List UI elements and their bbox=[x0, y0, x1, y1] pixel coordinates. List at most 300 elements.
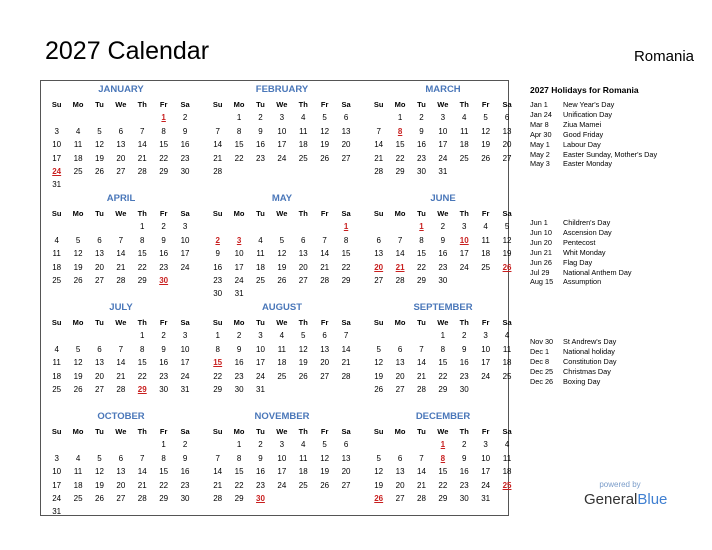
holiday-date: May 1 bbox=[530, 139, 550, 149]
day-cell: 1 bbox=[397, 113, 403, 123]
week-row bbox=[46, 274, 196, 287]
empty-day-cell bbox=[496, 492, 517, 505]
day-cell: 27 bbox=[341, 153, 351, 163]
holiday-day-cell: 30 bbox=[256, 493, 265, 503]
day-cell: 11 bbox=[502, 344, 512, 354]
weekday-label: Su bbox=[373, 427, 384, 436]
day-cell: 30 bbox=[180, 493, 190, 503]
day-cell: 3 bbox=[483, 331, 488, 341]
week-row bbox=[368, 274, 518, 287]
week-row bbox=[207, 438, 357, 451]
week-row bbox=[207, 234, 357, 247]
weekday-label: Tu bbox=[417, 209, 426, 218]
day-cell: 9 bbox=[182, 453, 188, 463]
week-row bbox=[207, 138, 357, 151]
day-cell: 16 bbox=[180, 140, 190, 150]
empty-day-cell bbox=[496, 274, 517, 287]
day-cell: 13 bbox=[374, 249, 384, 259]
day-cell: 9 bbox=[462, 344, 467, 354]
day-cell: 26 bbox=[73, 275, 83, 285]
day-cell: 13 bbox=[95, 249, 104, 259]
week-row bbox=[46, 125, 196, 138]
day-cell: 17 bbox=[180, 358, 190, 368]
day-cell: 3 bbox=[440, 113, 446, 123]
day-cell: 18 bbox=[502, 358, 512, 368]
day-cell: 6 bbox=[118, 453, 124, 463]
holiday-item bbox=[530, 258, 705, 268]
week-row bbox=[207, 220, 357, 233]
day-cell: 28 bbox=[417, 384, 426, 394]
weekday-label: Su bbox=[212, 100, 223, 109]
day-cell: 21 bbox=[213, 480, 223, 490]
day-cell: 13 bbox=[116, 467, 126, 477]
day-cell: 31 bbox=[180, 384, 190, 394]
weekday-label: Fr bbox=[320, 318, 329, 327]
day-cell: 3 bbox=[182, 222, 188, 232]
day-cell: 8 bbox=[161, 453, 166, 463]
empty-day-cell bbox=[411, 438, 432, 451]
day-cell: 13 bbox=[95, 358, 104, 368]
holiday-name: National Anthem Day bbox=[563, 267, 632, 277]
weekday-label: Th bbox=[137, 100, 147, 109]
day-cell: 31 bbox=[52, 180, 62, 190]
weekday-label: Th bbox=[298, 318, 308, 327]
week-row bbox=[46, 220, 196, 233]
day-cell: 5 bbox=[97, 453, 102, 463]
holiday-date: Mar 8 bbox=[530, 119, 549, 129]
empty-day-cell bbox=[46, 220, 67, 233]
day-cell: 8 bbox=[140, 235, 145, 245]
holiday-item bbox=[530, 159, 705, 169]
day-cell: 18 bbox=[459, 140, 469, 150]
day-cell: 1 bbox=[140, 331, 145, 341]
day-cell: 28 bbox=[417, 493, 426, 503]
day-cell: 24 bbox=[481, 371, 491, 381]
day-cell: 17 bbox=[481, 358, 491, 368]
holiday-date: Apr 30 bbox=[530, 129, 552, 139]
empty-day-cell bbox=[132, 178, 153, 191]
day-cell: 9 bbox=[462, 453, 467, 463]
day-cell: 6 bbox=[97, 344, 102, 354]
weekday-header bbox=[207, 98, 357, 111]
holiday-day-cell: 15 bbox=[213, 358, 223, 368]
day-cell: 4 bbox=[258, 235, 263, 245]
holiday-date: Dec 26 bbox=[530, 376, 554, 386]
day-cell: 26 bbox=[320, 153, 330, 163]
day-cell: 15 bbox=[438, 358, 448, 368]
weekday-label: Th bbox=[459, 209, 469, 218]
day-cell: 21 bbox=[374, 153, 384, 163]
day-cell: 10 bbox=[481, 453, 491, 463]
empty-day-cell bbox=[110, 220, 131, 233]
week-row bbox=[46, 465, 196, 478]
week-row bbox=[46, 370, 196, 383]
holiday-date: Jun 1 bbox=[530, 218, 548, 227]
month-name: DECEMBER bbox=[415, 411, 471, 422]
day-cell: 20 bbox=[395, 371, 405, 381]
empty-day-cell bbox=[411, 329, 432, 342]
day-cell: 7 bbox=[419, 344, 424, 354]
empty-day-cell bbox=[250, 287, 271, 300]
day-cell: 10 bbox=[180, 344, 190, 354]
day-cell: 31 bbox=[234, 289, 244, 299]
empty-day-cell bbox=[454, 274, 475, 287]
day-cell: 12 bbox=[320, 453, 330, 463]
day-cell: 23 bbox=[417, 153, 426, 163]
day-cell: 20 bbox=[320, 358, 330, 368]
empty-day-cell bbox=[132, 111, 153, 124]
day-cell: 17 bbox=[234, 262, 244, 272]
day-cell: 9 bbox=[161, 344, 166, 354]
day-cell: 6 bbox=[118, 126, 124, 136]
day-cell: 11 bbox=[299, 126, 308, 136]
weekday-label: Mo bbox=[233, 427, 245, 436]
weekday-label: Th bbox=[459, 318, 469, 327]
empty-day-cell bbox=[389, 329, 410, 342]
empty-day-cell bbox=[271, 287, 292, 300]
day-cell: 28 bbox=[213, 493, 223, 503]
day-cell: 21 bbox=[137, 153, 147, 163]
holiday-name: Ascension Day bbox=[563, 227, 612, 237]
holiday-name: Boxing Day bbox=[563, 376, 601, 386]
holiday-name: Constitution Day bbox=[563, 356, 617, 366]
day-cell: 18 bbox=[52, 262, 62, 272]
day-cell: 26 bbox=[277, 275, 287, 285]
day-cell: 24 bbox=[481, 480, 491, 490]
holiday-name: Assumption bbox=[563, 277, 602, 287]
weekday-label: Th bbox=[459, 100, 469, 109]
day-cell: 19 bbox=[374, 371, 384, 381]
day-cell: 8 bbox=[440, 344, 446, 354]
day-cell: 19 bbox=[277, 262, 287, 272]
week-row bbox=[368, 329, 518, 342]
holiday-name: New Year's Day bbox=[563, 100, 615, 109]
holiday-date: Jun 21 bbox=[530, 247, 552, 257]
day-cell: 16 bbox=[459, 467, 469, 477]
day-cell: 2 bbox=[161, 222, 166, 232]
day-cell: 16 bbox=[234, 358, 244, 368]
empty-day-cell bbox=[250, 165, 271, 178]
week-row bbox=[368, 234, 518, 247]
day-cell: 26 bbox=[298, 371, 308, 381]
day-cell: 1 bbox=[140, 222, 145, 232]
day-cell: 4 bbox=[54, 344, 59, 354]
day-cell: 8 bbox=[161, 126, 166, 136]
day-cell: 4 bbox=[483, 222, 488, 232]
holiday-day-cell: 26 bbox=[374, 493, 384, 503]
day-cell: 19 bbox=[298, 358, 308, 368]
powered-by-label: powered by bbox=[599, 480, 641, 489]
day-cell: 27 bbox=[395, 384, 405, 394]
month-name: SEPTEMBER bbox=[413, 302, 473, 313]
weekday-header bbox=[368, 425, 518, 438]
empty-day-cell bbox=[110, 505, 131, 518]
day-cell: 14 bbox=[137, 467, 147, 477]
day-cell: 19 bbox=[320, 467, 330, 477]
weekday-label: Fr bbox=[159, 427, 168, 436]
holiday-name: Easter Monday bbox=[563, 159, 613, 169]
holiday-day-cell: 1 bbox=[419, 222, 424, 232]
day-cell: 16 bbox=[256, 467, 265, 477]
day-cell: 2 bbox=[258, 113, 263, 123]
day-cell: 2 bbox=[419, 113, 424, 123]
week-row bbox=[207, 452, 357, 465]
holiday-day-cell: 1 bbox=[343, 222, 349, 232]
day-cell: 5 bbox=[322, 113, 327, 123]
holiday-day-cell: 25 bbox=[502, 480, 512, 490]
weekday-header bbox=[368, 316, 518, 329]
day-cell: 19 bbox=[95, 480, 104, 490]
day-cell: 11 bbox=[277, 344, 287, 354]
empty-day-cell bbox=[293, 287, 314, 300]
day-cell: 27 bbox=[116, 166, 126, 176]
weekday-label: Tu bbox=[417, 100, 426, 109]
weekday-label: Mo bbox=[72, 318, 84, 327]
weekday-label: Mo bbox=[72, 100, 84, 109]
week-row bbox=[207, 247, 357, 260]
day-cell: 7 bbox=[215, 126, 220, 136]
day-cell: 29 bbox=[438, 493, 448, 503]
day-cell: 13 bbox=[502, 126, 512, 136]
empty-day-cell bbox=[496, 165, 517, 178]
empty-day-cell bbox=[314, 165, 335, 178]
month-name: FEBRUARY bbox=[255, 84, 309, 95]
week-row bbox=[207, 492, 357, 505]
day-cell: 11 bbox=[73, 140, 83, 150]
day-cell: 15 bbox=[438, 467, 448, 477]
week-row bbox=[368, 247, 518, 260]
empty-day-cell bbox=[475, 165, 496, 178]
day-cell: 30 bbox=[234, 384, 244, 394]
day-cell: 23 bbox=[159, 262, 169, 272]
day-cell: 6 bbox=[397, 344, 403, 354]
week-row bbox=[46, 438, 196, 451]
day-cell: 24 bbox=[180, 262, 190, 272]
page-title: 2027 Calendar bbox=[45, 37, 210, 65]
day-cell: 5 bbox=[75, 235, 81, 245]
day-cell: 5 bbox=[322, 440, 327, 450]
weekday-label: Th bbox=[298, 427, 308, 436]
holiday-item bbox=[530, 140, 705, 150]
day-cell: 5 bbox=[483, 113, 488, 123]
day-cell: 7 bbox=[118, 344, 124, 354]
day-cell: 24 bbox=[277, 153, 287, 163]
holiday-day-cell: 30 bbox=[159, 275, 169, 285]
day-cell: 15 bbox=[234, 140, 244, 150]
empty-day-cell bbox=[335, 287, 356, 300]
day-cell: 24 bbox=[459, 262, 469, 272]
holiday-list-title: 2027 Holidays for Romania bbox=[530, 85, 639, 95]
weekday-label: Tu bbox=[95, 100, 104, 109]
week-row bbox=[46, 261, 196, 274]
holiday-day-cell: 1 bbox=[161, 113, 166, 123]
day-cell: 24 bbox=[234, 275, 244, 285]
week-row bbox=[368, 220, 518, 233]
day-cell: 21 bbox=[213, 153, 223, 163]
generalblue-logo bbox=[584, 491, 667, 509]
day-cell: 12 bbox=[95, 140, 104, 150]
day-cell: 1 bbox=[236, 113, 242, 123]
day-cell: 30 bbox=[417, 166, 426, 176]
empty-day-cell bbox=[132, 438, 153, 451]
day-cell: 17 bbox=[481, 467, 491, 477]
weekday-label: We bbox=[437, 209, 449, 218]
day-cell: 18 bbox=[481, 249, 491, 259]
week-row bbox=[368, 165, 518, 178]
day-cell: 20 bbox=[502, 140, 512, 150]
empty-day-cell bbox=[293, 383, 314, 396]
empty-day-cell bbox=[174, 505, 195, 518]
day-cell: 28 bbox=[395, 275, 405, 285]
day-cell: 11 bbox=[481, 235, 490, 245]
day-cell: 22 bbox=[438, 480, 448, 490]
week-row bbox=[207, 370, 357, 383]
weekday-label: Mo bbox=[233, 318, 245, 327]
day-cell: 25 bbox=[459, 153, 469, 163]
day-cell: 4 bbox=[462, 113, 467, 123]
day-cell: 13 bbox=[395, 358, 405, 368]
empty-day-cell bbox=[368, 329, 389, 342]
holiday-group bbox=[530, 337, 705, 387]
empty-day-cell bbox=[271, 220, 292, 233]
day-cell: 11 bbox=[502, 453, 512, 463]
day-cell: 25 bbox=[298, 480, 308, 490]
day-cell: 26 bbox=[320, 480, 330, 490]
week-row bbox=[368, 111, 518, 124]
day-cell: 21 bbox=[116, 371, 126, 381]
week-row bbox=[46, 383, 196, 396]
empty-day-cell bbox=[335, 492, 356, 505]
weekday-label: We bbox=[276, 427, 288, 436]
day-cell: 21 bbox=[341, 358, 351, 368]
weekday-label: Tu bbox=[256, 100, 265, 109]
day-cell: 11 bbox=[256, 249, 265, 259]
weekday-label: Sa bbox=[180, 100, 190, 109]
day-cell: 12 bbox=[481, 126, 491, 136]
holiday-item bbox=[530, 277, 705, 287]
day-cell: 12 bbox=[73, 358, 83, 368]
day-cell: 26 bbox=[95, 166, 104, 176]
empty-day-cell bbox=[89, 178, 110, 191]
day-cell: 7 bbox=[419, 453, 424, 463]
week-row bbox=[368, 343, 518, 356]
day-cell: 9 bbox=[258, 453, 263, 463]
day-cell: 4 bbox=[504, 331, 510, 341]
day-cell: 22 bbox=[137, 262, 147, 272]
day-cell: 2 bbox=[182, 440, 188, 450]
day-cell: 25 bbox=[73, 166, 83, 176]
empty-day-cell bbox=[228, 220, 249, 233]
week-row bbox=[368, 356, 518, 369]
day-cell: 17 bbox=[52, 153, 62, 163]
day-cell: 27 bbox=[374, 275, 384, 285]
holiday-date: Jun 20 bbox=[530, 237, 552, 247]
day-cell: 16 bbox=[180, 467, 190, 477]
weekday-label: Th bbox=[459, 427, 469, 436]
holiday-item bbox=[530, 347, 705, 357]
day-cell: 4 bbox=[75, 453, 81, 463]
weekday-header bbox=[46, 207, 196, 220]
day-cell: 10 bbox=[52, 467, 62, 477]
weekday-label: Su bbox=[51, 100, 62, 109]
weekday-label: Sa bbox=[180, 209, 190, 218]
day-cell: 9 bbox=[419, 126, 424, 136]
week-row bbox=[46, 247, 196, 260]
day-cell: 1 bbox=[440, 331, 446, 341]
week-row bbox=[46, 343, 196, 356]
day-cell: 24 bbox=[438, 153, 448, 163]
empty-day-cell bbox=[228, 165, 249, 178]
day-cell: 16 bbox=[159, 249, 169, 259]
day-cell: 26 bbox=[374, 384, 384, 394]
holiday-day-cell: 8 bbox=[440, 453, 446, 463]
empty-day-cell bbox=[89, 438, 110, 451]
holiday-day-cell: 3 bbox=[236, 235, 242, 245]
day-cell: 8 bbox=[419, 235, 424, 245]
day-cell: 11 bbox=[52, 358, 61, 368]
weekday-header bbox=[46, 98, 196, 111]
day-cell: 6 bbox=[301, 235, 306, 245]
week-row bbox=[46, 329, 196, 342]
week-row bbox=[46, 178, 196, 191]
weekday-label: Tu bbox=[256, 318, 265, 327]
day-cell: 19 bbox=[73, 262, 83, 272]
day-cell: 27 bbox=[320, 371, 330, 381]
week-row bbox=[46, 479, 196, 492]
holiday-item bbox=[530, 367, 705, 377]
day-cell: 30 bbox=[459, 384, 469, 394]
day-cell: 10 bbox=[277, 126, 287, 136]
day-cell: 24 bbox=[256, 371, 265, 381]
day-cell: 28 bbox=[341, 371, 351, 381]
weekday-label: We bbox=[276, 318, 288, 327]
weekday-label: Su bbox=[212, 209, 223, 218]
day-cell: 15 bbox=[159, 140, 169, 150]
day-cell: 3 bbox=[54, 453, 59, 463]
day-cell: 14 bbox=[417, 467, 426, 477]
empty-day-cell bbox=[89, 505, 110, 518]
empty-day-cell bbox=[67, 438, 88, 451]
day-cell: 22 bbox=[438, 371, 448, 381]
empty-day-cell bbox=[250, 220, 271, 233]
day-cell: 29 bbox=[234, 493, 244, 503]
holiday-date: Jan 24 bbox=[530, 109, 552, 119]
day-cell: 19 bbox=[502, 249, 512, 259]
holiday-item bbox=[530, 268, 705, 278]
holiday-item bbox=[530, 377, 705, 387]
day-cell: 27 bbox=[298, 275, 308, 285]
weekday-label: Th bbox=[298, 100, 308, 109]
day-cell: 25 bbox=[277, 371, 287, 381]
day-cell: 14 bbox=[116, 249, 126, 259]
day-cell: 6 bbox=[97, 235, 102, 245]
day-cell: 30 bbox=[459, 493, 469, 503]
day-cell: 9 bbox=[440, 235, 446, 245]
day-cell: 2 bbox=[161, 331, 166, 341]
day-cell: 30 bbox=[159, 384, 169, 394]
day-cell: 28 bbox=[320, 275, 330, 285]
day-cell: 9 bbox=[161, 235, 166, 245]
holiday-name: Christmas Day bbox=[563, 366, 611, 376]
day-cell: 6 bbox=[504, 113, 510, 123]
weekday-label: Mo bbox=[394, 100, 406, 109]
day-cell: 26 bbox=[95, 493, 104, 503]
day-cell: 22 bbox=[395, 153, 405, 163]
empty-day-cell bbox=[389, 220, 410, 233]
weekday-label: Su bbox=[212, 427, 223, 436]
day-cell: 12 bbox=[320, 126, 330, 136]
empty-day-cell bbox=[46, 438, 67, 451]
